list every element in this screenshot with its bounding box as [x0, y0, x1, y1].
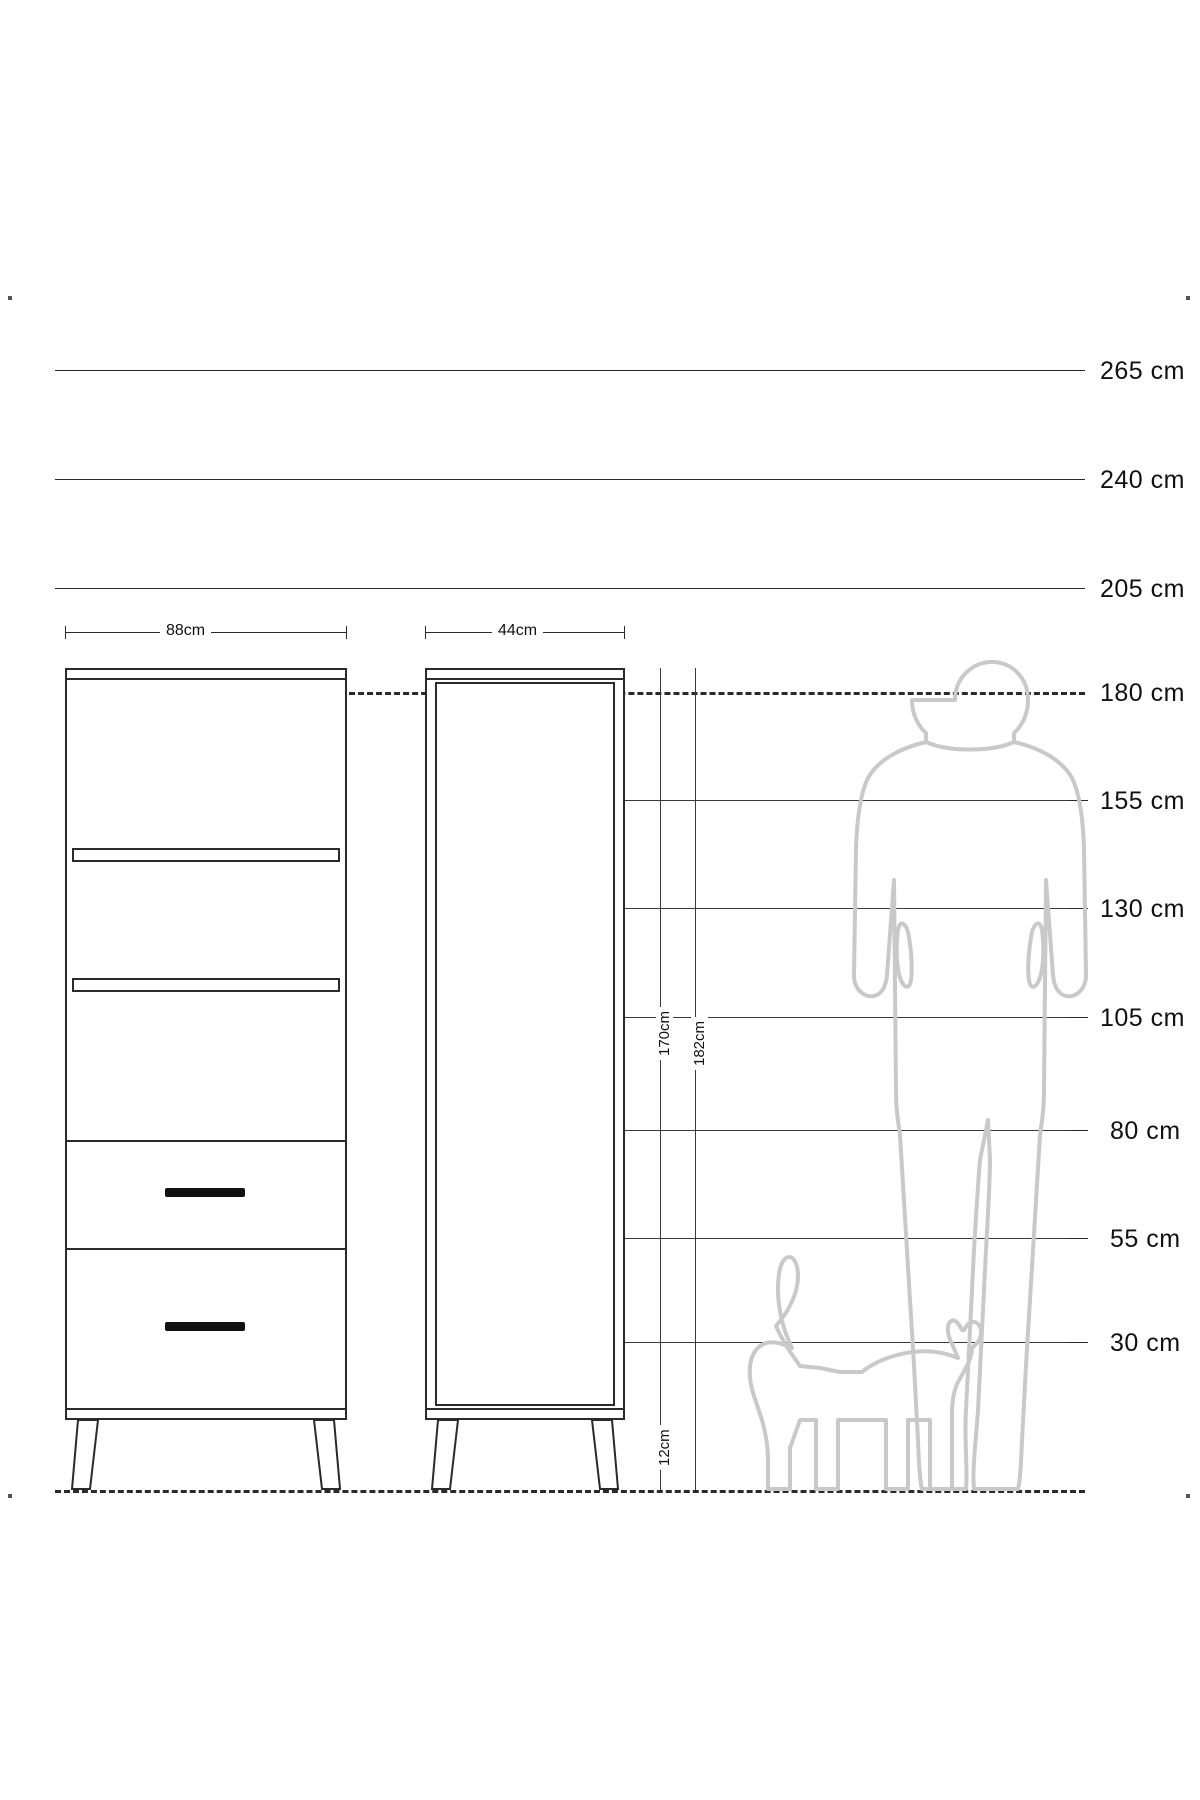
- registration-dot-bottom-left: [8, 1494, 12, 1498]
- registration-dot-bottom-right: [1186, 1494, 1190, 1498]
- scale-line-240: [55, 479, 1085, 480]
- tick-155: [1068, 800, 1088, 801]
- vertical-dimension-label-182cm: 182cm: [691, 1017, 708, 1070]
- cat-silhouette: [750, 1257, 981, 1489]
- tick-105: [1068, 1017, 1088, 1018]
- dimension-label-44cm: 44cm: [492, 622, 543, 640]
- tall-shelf-unit-shelf-2: [72, 978, 340, 992]
- scale-line-265: [55, 370, 1085, 371]
- man-silhouette: [854, 662, 1086, 1489]
- dimension-cap-left-88: [65, 626, 66, 639]
- scale-line-130: [620, 908, 1085, 909]
- dimension-cap-left-44: [425, 626, 426, 639]
- tall-shelf-unit-legs: [72, 1420, 340, 1489]
- tall-shelf-unit-drawer-divider-top: [65, 1140, 347, 1142]
- scale-line-205: [55, 588, 1085, 589]
- dimension-cap-right-88: [346, 626, 347, 639]
- tall-shelf-unit-bottom-panel: [65, 1408, 347, 1410]
- tall-shelf-unit-body: [65, 668, 347, 1420]
- tall-shelf-unit-shelf-1: [72, 848, 340, 862]
- scale-label-180: 180 cm: [1100, 679, 1185, 707]
- scale-label-80: 80 cm: [1110, 1117, 1181, 1145]
- scale-line-55: [620, 1238, 1085, 1239]
- tick-55: [1068, 1238, 1088, 1239]
- registration-dot-top-right: [1186, 296, 1190, 300]
- narrow-cabinet-top-panel: [425, 668, 625, 680]
- scale-label-265: 265 cm: [1100, 357, 1185, 385]
- scale-label-55: 55 cm: [1110, 1225, 1181, 1253]
- tall-shelf-unit-top-panel: [65, 668, 347, 680]
- scale-line-105: [620, 1017, 1085, 1018]
- scale-line-80: [620, 1130, 1085, 1131]
- vertical-dimension-line-182: [695, 668, 696, 1490]
- tick-80: [1068, 1130, 1088, 1131]
- tick-130: [1068, 908, 1088, 909]
- narrow-cabinet-door[interactable]: [435, 682, 615, 1406]
- scale-label-105: 105 cm: [1100, 1004, 1185, 1032]
- tall-shelf-unit-drawer-divider-mid: [65, 1248, 347, 1250]
- registration-dot-top-left: [8, 296, 12, 300]
- tick-30: [1068, 1342, 1088, 1343]
- scale-label-155: 155 cm: [1100, 787, 1185, 815]
- scale-label-240: 240 cm: [1100, 466, 1185, 494]
- dimension-label-88cm: 88cm: [160, 622, 211, 640]
- vertical-dimension-line-170: [660, 668, 661, 1490]
- scale-line-30: [620, 1342, 1085, 1343]
- ground-line: [55, 1490, 1085, 1493]
- vertical-dimension-label-12cm: 12cm: [656, 1425, 673, 1470]
- scale-label-130: 130 cm: [1100, 895, 1185, 923]
- scale-label-205: 205 cm: [1100, 575, 1185, 603]
- vertical-dimension-label-170cm: 170cm: [656, 1007, 673, 1060]
- dimension-cap-right-44: [624, 626, 625, 639]
- narrow-cabinet-bottom-panel: [425, 1408, 625, 1410]
- scale-line-155: [620, 800, 1085, 801]
- narrow-cabinet-legs: [432, 1420, 618, 1489]
- drawer-handle-upper[interactable]: [165, 1188, 245, 1197]
- scale-label-30: 30 cm: [1110, 1329, 1181, 1357]
- drawer-handle-lower[interactable]: [165, 1322, 245, 1331]
